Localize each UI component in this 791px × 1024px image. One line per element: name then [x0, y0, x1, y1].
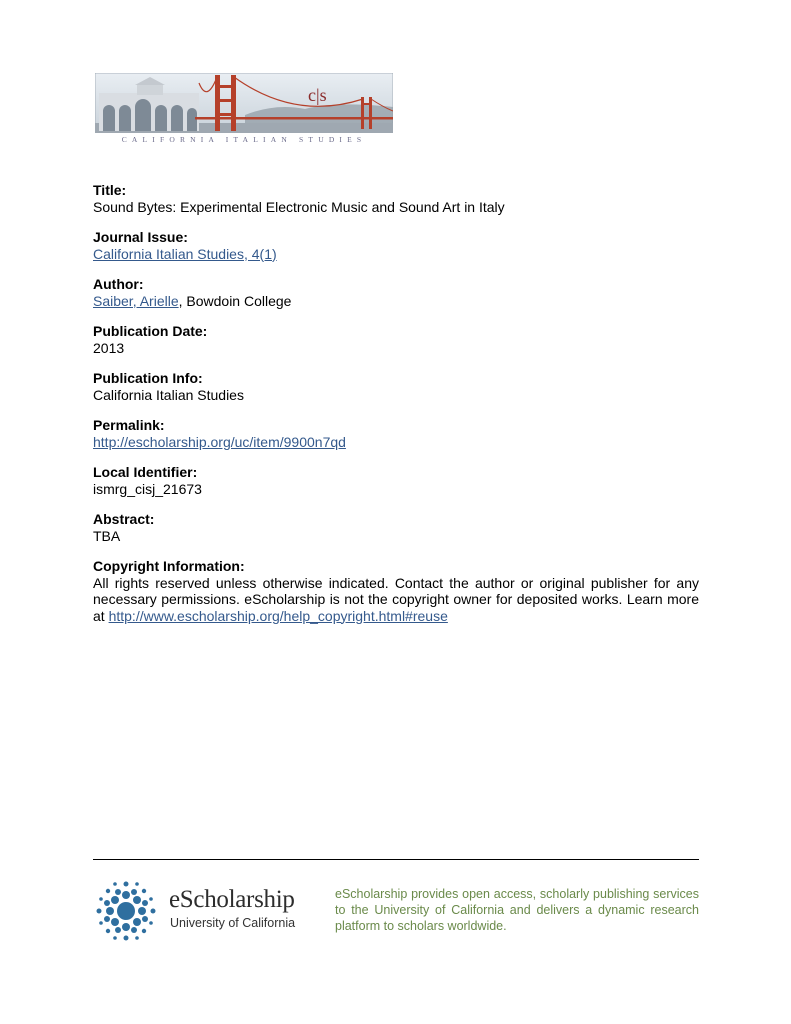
publication-info-label: Publication Info:: [93, 370, 203, 386]
publication-date-field: [93, 323, 699, 356]
author-affiliation: , Bowdoin College: [178, 292, 292, 309]
escholarship-dots-icon: [95, 880, 157, 942]
escholarship-logo[interactable]: [95, 880, 295, 942]
cis-logo-text: c|s: [308, 85, 327, 105]
escholarship-brand: eScholarship: [169, 886, 295, 913]
author-label: Author:: [93, 276, 144, 292]
university-of-california-label: University of California: [170, 916, 296, 930]
publication-info-value: California Italian Studies: [93, 386, 244, 403]
local-identifier-label: Local Identifier:: [93, 464, 198, 480]
copyright-text: All rights reserved unless otherwise indicated. Contact the author or original publisher for any necessary permissions. eScholarship is not the copyright owner for deposited works. Learn more at: [93, 574, 699, 624]
title-value: Sound Bytes: Experimental Electronic Music and Sound Art in Italy: [93, 198, 505, 215]
escholarship-description: eScholarship provides open access, scholarly publishing services to the University of California and delivers a dynamic research platform to scholars worldwide.: [335, 887, 699, 933]
item-metadata: [93, 182, 699, 638]
journal-issue-field: [93, 229, 699, 262]
title-field: [93, 182, 699, 215]
permalink-link[interactable]: http://escholarship.org/uc/item/9900n7qd: [93, 433, 346, 450]
copyright-label: Copyright Information:: [93, 558, 245, 574]
abstract-field: [93, 511, 699, 544]
permalink-field: [93, 417, 699, 450]
local-identifier-field: [93, 464, 699, 497]
local-identifier-value: ismrg_cisj_21673: [93, 480, 202, 497]
abstract-value: TBA: [93, 527, 121, 544]
journal-banner: [95, 73, 393, 148]
copyright-help-link[interactable]: http://www.escholarship.org/help_copyright.html#reuse: [108, 607, 448, 624]
title-label: Title:: [93, 182, 127, 198]
copyright-field: [93, 558, 699, 624]
banner-image: [95, 73, 393, 133]
copyright-body: [93, 575, 699, 625]
journal-issue-link[interactable]: California Italian Studies, 4(1): [93, 245, 277, 262]
publication-info-field: [93, 370, 699, 403]
journal-issue-label: Journal Issue:: [93, 229, 188, 245]
permalink-label: Permalink:: [93, 417, 165, 433]
banner-subtitle: CALIFORNIA ITALIAN STUDIES: [121, 135, 367, 144]
abstract-label: Abstract:: [93, 511, 155, 527]
author-link[interactable]: Saiber, Arielle: [93, 292, 179, 309]
footer-divider: [93, 859, 699, 860]
publication-date-label: Publication Date:: [93, 323, 208, 339]
publication-date-value: 2013: [93, 339, 125, 356]
author-field: [93, 276, 699, 309]
